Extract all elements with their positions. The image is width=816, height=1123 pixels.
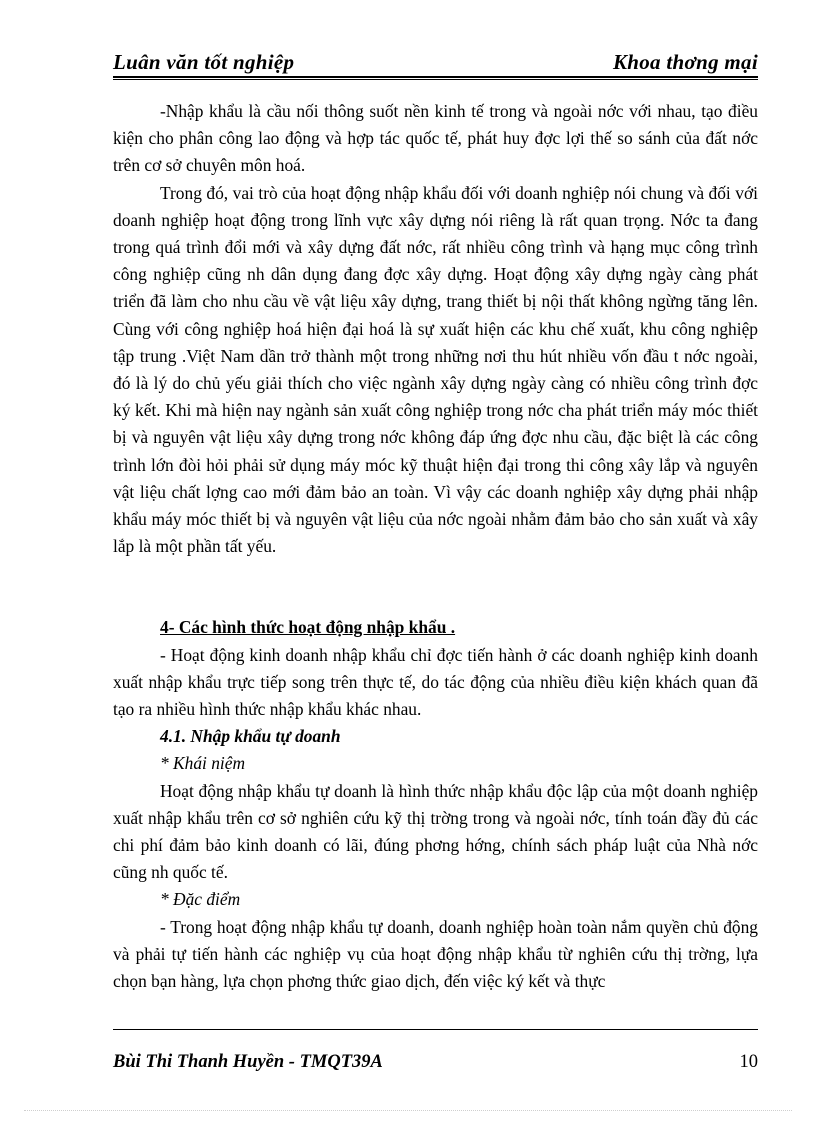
paragraph-concept: Hoạt động nhập khẩu tự doanh là hình thức nhập khẩu độc lập của một doanh nghiệp xuất nhập khẩu trên cơ sở nghiên cứu kỹ thị trờng trong và ngoài nớc, tính toán đầy đủ các chi phí đảm bảo kinh doanh có lãi, đúng phơng hớng, chính sách pháp luật của Nhà nớc cũng nh quốc tế. [113, 780, 758, 883]
page-number: 10 [739, 1052, 758, 1072]
header-thesis-title: Luân văn tốt nghiệp [113, 50, 295, 74]
section-heading: 4- Các hình thức hoạt động nhập khẩu . [160, 617, 456, 638]
page-edge-dots [24, 1110, 792, 1111]
subheading-self-import: 4.1. Nhập khẩu tự doanh [160, 726, 341, 747]
section-spacer [113, 560, 758, 614]
footer-author: Bùi Thi Thanh Huyền - TMQT39A [113, 1052, 383, 1072]
header-faculty: Khoa thơng mại [612, 50, 758, 74]
body-text [113, 98, 758, 995]
label-concept: * Khái niệm [160, 753, 246, 774]
paragraph-import-role: Trong đó, vai trò của hoạt động nhập khẩu đối với doanh nghiệp nói chung và đối với doanh nghiệp hoạt động trong lĩnh vực xây dựng nói riêng là rất quan trọng. Nớc ta đang trong quá trình đổi mới và xây dựng đất nớc, rất nhiều công trình và hạng mục công trình công nghiệp cũng nh dân dụng đang đợc xây dựng. Hoạt động xây dựng ngày càng phát triển đã làm cho nhu cầu về vật liệu xây dựng, trang thiết bị nội thất không ngừng tăng lên. Cùng với công nghiệp hoá hiện đại hoá là sự xuất hiện các khu chế xuất, khu công nghiệp tập trung .Việt Nam dần trở thành một trong những nơi thu hút nhiều vốn đầu t nớc ngoài, đó là lý do chủ yếu giải thích cho việc ngành xây dựng ngày càng có nhiều công trình đợc ký kết. Khi mà hiện nay ngành sản xuất công nghiệp trong nớc cha phát triển máy móc thiết bị và nguyên vật liệu xây dựng trong nớc không đáp ứng đợc nhu cầu, đặc biệt là các công trình lớn đòi hỏi phải sử dụng máy móc kỹ thuật hiện đại trong thi công xây lắp và nguyên vật liệu chất lợng cao mới đảm bảo an toàn. Vì vậy các doanh nghiệp xây dựng phải nhập khẩu máy móc thiết bị và nguyên vật liệu của nớc ngoài nhằm đảm bảo cho sản xuất và xây lắp là một phần tất yếu. [113, 182, 758, 557]
label-features: * Đặc điểm [160, 889, 241, 910]
footer-rule [113, 1029, 758, 1030]
header-rule [113, 76, 758, 80]
paragraph-import-bridge: -Nhập khẩu là cầu nối thông suốt nền kinh tế trong và ngoài nớc với nhau, tạo điều kiện cho phân công lao động và hợp tác quốc tế, phát huy đợc lợi thế so sánh của đất nớc trên cơ sở chuyên môn hoá. [113, 101, 758, 176]
paragraph-import-forms: - Hoạt động kinh doanh nhập khẩu chỉ đợc tiến hành ở các doanh nghiệp kinh doanh xuất nhập khẩu trực tiếp song trên thực tế, do tác động của nhiều điều kiện khách quan đã tạo ra nhiều hình thức nhập khẩu khác nhau. [113, 644, 758, 720]
page-header [113, 48, 758, 80]
paragraph-features: - Trong hoạt động nhập khẩu tự doanh, doanh nghiệp hoàn toàn nắm quyền chủ động và phải tự tiến hành các nghiệp vụ của hoạt động nhập khẩu từ nghiên cứu thị trờng, lựa chọn bạn hàng, lựa chọn phơng thức giao dịch, đến việc ký kết và thực [113, 916, 758, 992]
